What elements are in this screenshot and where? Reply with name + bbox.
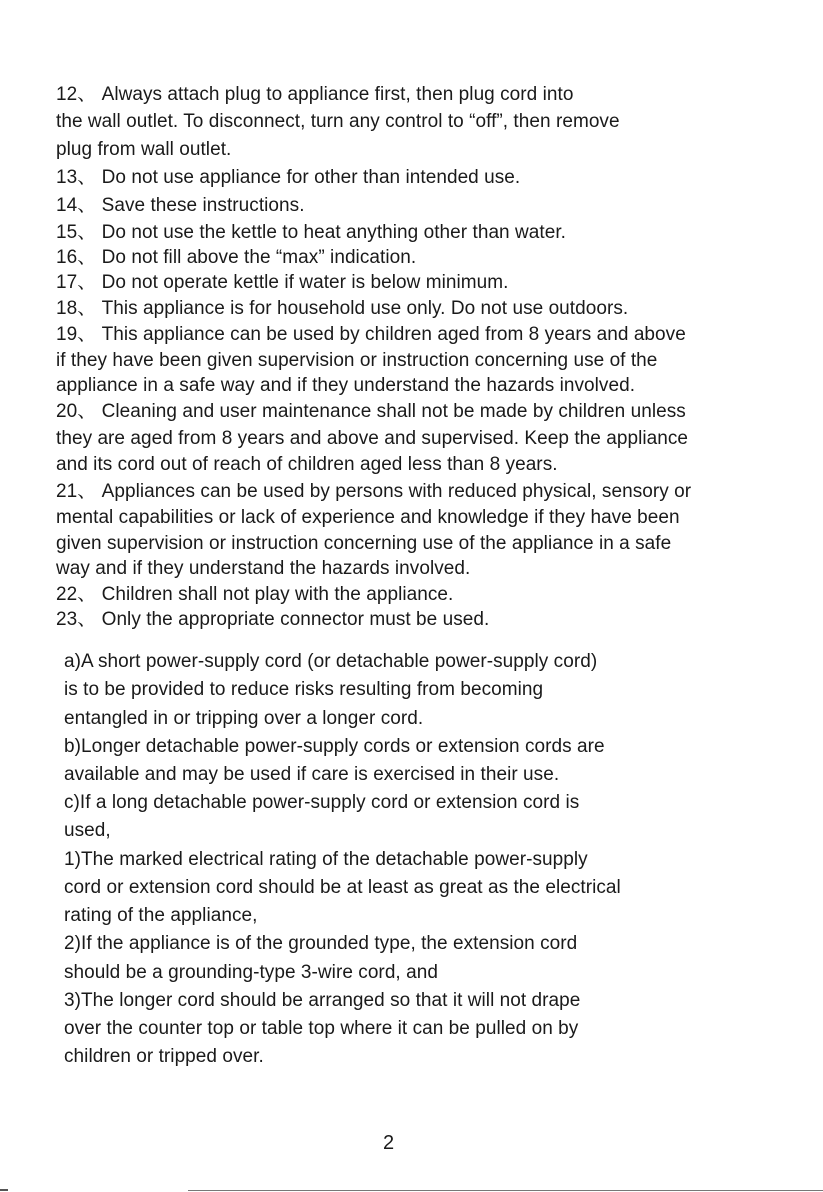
instruction-line: 17、 Do not operate kettle if water is below minimum. — [56, 272, 509, 293]
instruction-line: the wall outlet. To disconnect, turn any control to “off”, then remove — [56, 111, 620, 132]
cord-line: used, — [64, 820, 111, 841]
instruction-line: 12、 Always attach plug to appliance first, then plug cord into — [56, 84, 574, 105]
bottom-edge-rule — [188, 1190, 823, 1191]
cord-line: c)If a long detachable power-supply cord or extension cord is — [64, 792, 580, 813]
instruction-line: 20、 Cleaning and user maintenance shall not be made by children unless — [56, 401, 686, 422]
instruction-line: 16、 Do not fill above the “max” indication. — [56, 247, 417, 268]
instruction-line: way and if they understand the hazards involved. — [56, 558, 471, 579]
instruction-line: 23、 Only the appropriate connector must be used. — [56, 609, 490, 630]
cord-line: is to be provided to reduce risks resulting from becoming — [64, 679, 544, 700]
instruction-line: 19、 This appliance can be used by children aged from 8 years and above — [56, 324, 686, 345]
cord-line: children or tripped over. — [64, 1046, 264, 1067]
instruction-line: 15、 Do not use the kettle to heat anything other than water. — [56, 222, 566, 243]
instruction-line: 21、 Appliances can be used by persons with reduced physical, sensory or — [56, 481, 692, 502]
instruction-line: plug from wall outlet. — [56, 139, 232, 160]
cord-line: 1)The marked electrical rating of the detachable power-supply — [64, 849, 588, 870]
cord-line: over the counter top or table top where it can be pulled on by — [64, 1018, 579, 1039]
instruction-line: 14、 Save these instructions. — [56, 195, 305, 216]
cord-line: available and may be used if care is exercised in their use. — [64, 764, 560, 785]
instruction-line: they are aged from 8 years and above and supervised. Keep the appliance — [56, 428, 689, 449]
crop-mark — [0, 1189, 8, 1191]
instruction-line: 22、 Children shall not play with the appliance. — [56, 584, 454, 605]
cord-line: 3)The longer cord should be arranged so that it will not drape — [64, 990, 581, 1011]
cord-line: cord or extension cord should be at least as great as the electrical — [64, 877, 621, 898]
cord-line: entangled in or tripping over a longer cord. — [64, 708, 424, 729]
cord-line: should be a grounding-type 3-wire cord, and — [64, 962, 438, 983]
instruction-line: mental capabilities or lack of experience and knowledge if they have been — [56, 507, 680, 528]
instruction-line: 18、 This appliance is for household use only. Do not use outdoors. — [56, 298, 629, 319]
instruction-line: appliance in a safe way and if they understand the hazards involved. — [56, 375, 636, 396]
instruction-line: 13、 Do not use appliance for other than intended use. — [56, 167, 521, 188]
cord-line: rating of the appliance, — [64, 905, 258, 926]
instruction-line: and its cord out of reach of children aged less than 8 years. — [56, 454, 558, 475]
instruction-line: if they have been given supervision or instruction concerning use of the — [56, 350, 658, 371]
instruction-line: given supervision or instruction concerning use of the appliance in a safe — [56, 533, 672, 554]
cord-line: 2)If the appliance is of the grounded type, the extension cord — [64, 933, 578, 954]
cord-line: a)A short power-supply cord (or detachable power-supply cord) — [64, 651, 598, 672]
cord-line: b)Longer detachable power-supply cords or extension cords are — [64, 736, 605, 757]
page-number: 2 — [383, 1132, 395, 1154]
